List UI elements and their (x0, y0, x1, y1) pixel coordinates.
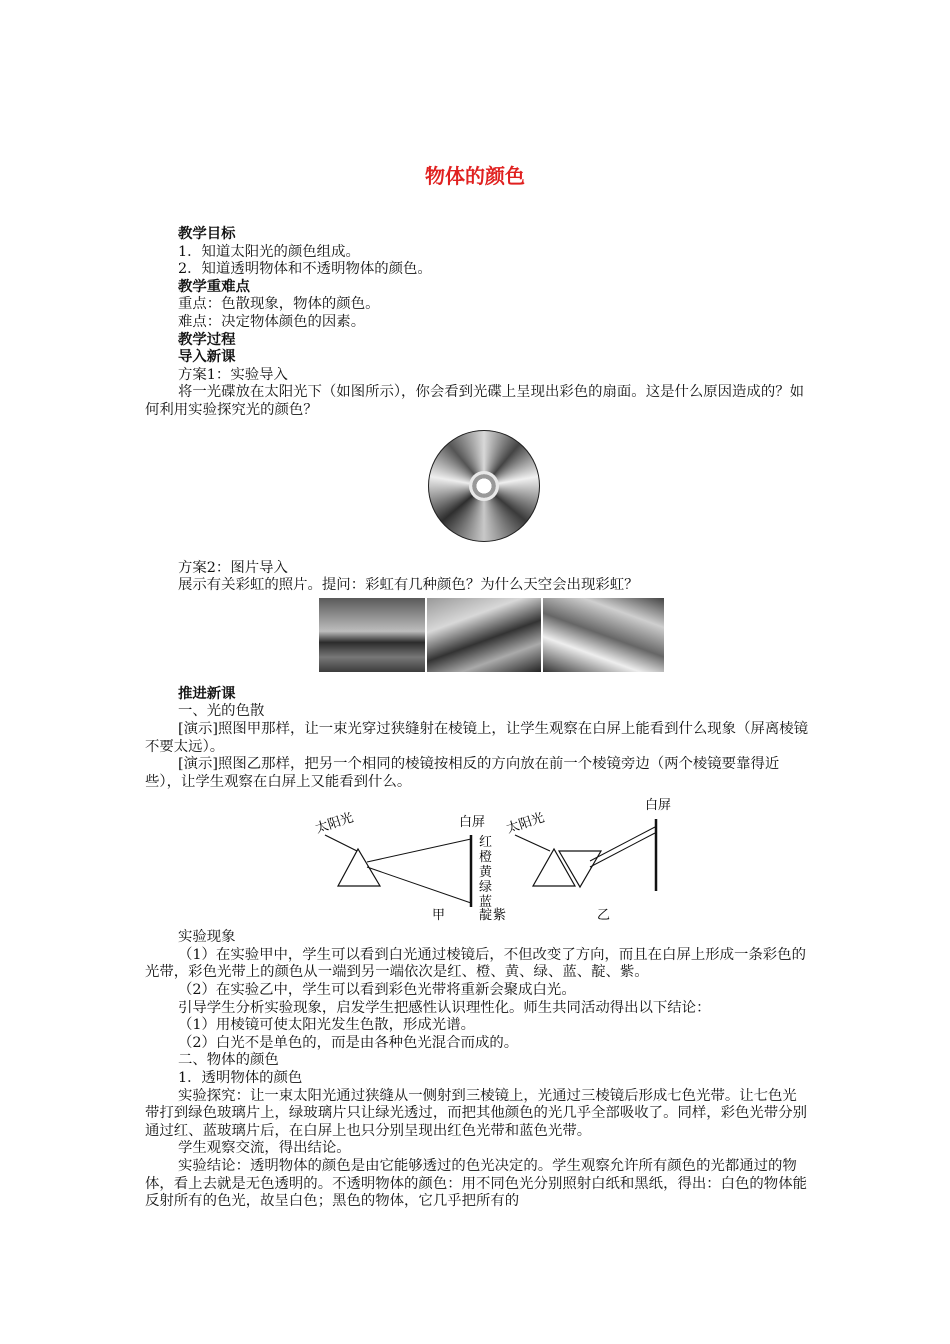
incident-ray-a (325, 835, 357, 851)
prism-diagram-svg (145, 795, 810, 923)
rainbow-photo-1 (319, 598, 425, 672)
label-a: 甲 (432, 908, 446, 924)
observation-2: （2）在实验乙中，学生可以看到彩色光带将重新会聚成白光。 (178, 982, 576, 999)
plan-1-label: 方案1：实验导入 (178, 366, 288, 383)
hard-point: 难点：决定物体颜色的因素。 (178, 313, 366, 330)
plan-2-text: 展示有关彩虹的照片。提问：彩虹有几种颜色？为什么天空会出现彩虹？ (178, 577, 639, 594)
cd-disc-image (428, 430, 540, 542)
color-indigo: 靛 (479, 908, 493, 924)
explore-text: 实验探究：让一束太阳光通过狭缝从一侧射到三棱镜上，光通过三棱镜后形成七色光带。让七色光带打到绿色玻璃片上，绿玻璃片只让绿光透过，而把其他颜色的光几乎全部吸收了。同样，彩色光带分别通过红、蓝玻璃片后，在白屏上也只分别呈现出红色光带和蓝色光带。 (145, 1087, 807, 1139)
page-title: 物体的颜色 (425, 164, 525, 188)
color-red: 红 (479, 835, 493, 851)
sunlight-label-b: 太阳光 (504, 810, 547, 838)
ray-bottom-a (367, 867, 471, 903)
rainbow-photos (145, 598, 810, 680)
incident-ray-b (515, 835, 550, 851)
screen-label-b: 白屏 (645, 798, 672, 814)
cd-hole (469, 471, 499, 501)
demo-1: [演示]照图甲那样，让一束光穿过狭缝射在棱镜上，让学生观察在白屏上能看到什么现象（屏离棱镜不要太远）。 (145, 720, 809, 755)
ray-top-a (367, 839, 471, 862)
intro-heading: 导入新课 (178, 349, 236, 366)
prism-a (338, 849, 380, 886)
ray-bottom-b (590, 833, 655, 867)
key-point: 重点：色散现象，物体的颜色。 (178, 296, 380, 313)
rainbow-photo-2 (427, 598, 541, 672)
ray-top-b (590, 827, 655, 861)
exchange-text: 学生观察交流，得出结论。 (178, 1140, 351, 1157)
phenomenon-label: 实验现象 (178, 929, 236, 946)
new-lesson-heading: 推进新课 (178, 685, 236, 702)
part-1-title: 一、光的色散 (178, 703, 265, 720)
cd-figure (145, 420, 810, 560)
conclusion-2: （2）白光不是单色的，而是由各种色光混合而成的。 (178, 1034, 519, 1051)
goal-1: 1．知道太阳光的颜色组成。 (178, 243, 360, 260)
label-b: 乙 (597, 908, 611, 924)
sunlight-label-a: 太阳光 (313, 810, 356, 838)
experiment-conclusion: 实验结论：透明物体的颜色是由它能够透过的色光决定的。学生观察允许所有颜色的光都通过的物体，看上去就是无色透明的。不透明物体的颜色：用不同色光分别照射白纸和黑纸，得出：白色的物体能反射所有的色光，故呈白色；黑色的物体，它几乎把所有的 (145, 1158, 807, 1210)
part-2-title: 二、物体的颜色 (178, 1052, 279, 1069)
color-violet: 紫 (493, 908, 507, 924)
rainbow-photo-3 (543, 598, 664, 672)
conclusion-1: （1）用棱镜可使太阳光发生色散，形成光谱。 (178, 1017, 475, 1034)
process-heading: 教学过程 (178, 331, 236, 348)
keypoints-heading: 教学重难点 (178, 278, 250, 295)
prism-diagram (145, 795, 810, 923)
observation-1: （1）在实验甲中，学生可以看到白光通过棱镜后，不但改变了方向，而且在白屏上形成一条彩色的光带，彩色光带上的颜色从一端到另一端依次是红、橙、黄、绿、蓝、靛、紫。 (145, 946, 806, 981)
color-blue: 蓝 (479, 895, 493, 911)
screen-label-a: 白屏 (459, 815, 486, 831)
color-green: 绿 (479, 880, 493, 896)
subsection-1: 1．透明物体的颜色 (178, 1070, 303, 1087)
goals-heading: 教学目标 (178, 226, 236, 242)
guide-text: 引导学生分析实验现象，启发学生把感性认识理性化。师生共同活动得出以下结论： (178, 999, 711, 1016)
color-yellow: 黄 (479, 865, 493, 881)
color-orange: 橙 (479, 850, 493, 866)
plan-1-text: 将一光碟放在太阳光下（如图所示），你会看到光碟上呈现出彩色的扇面。这是什么原因造成的？如何利用实验探究光的颜色？ (145, 384, 804, 418)
plan-2-label: 方案2：图片导入 (178, 559, 288, 576)
document-body (145, 226, 810, 1211)
demo-2: [演示]照图乙那样，把另一个相同的棱镜按相反的方向放在前一个棱镜旁边（两个棱镜要靠得近些），让学生观察在白屏上又能看到什么。 (145, 756, 780, 790)
goal-2: 2．知道透明物体和不透明物体的颜色。 (178, 261, 432, 278)
